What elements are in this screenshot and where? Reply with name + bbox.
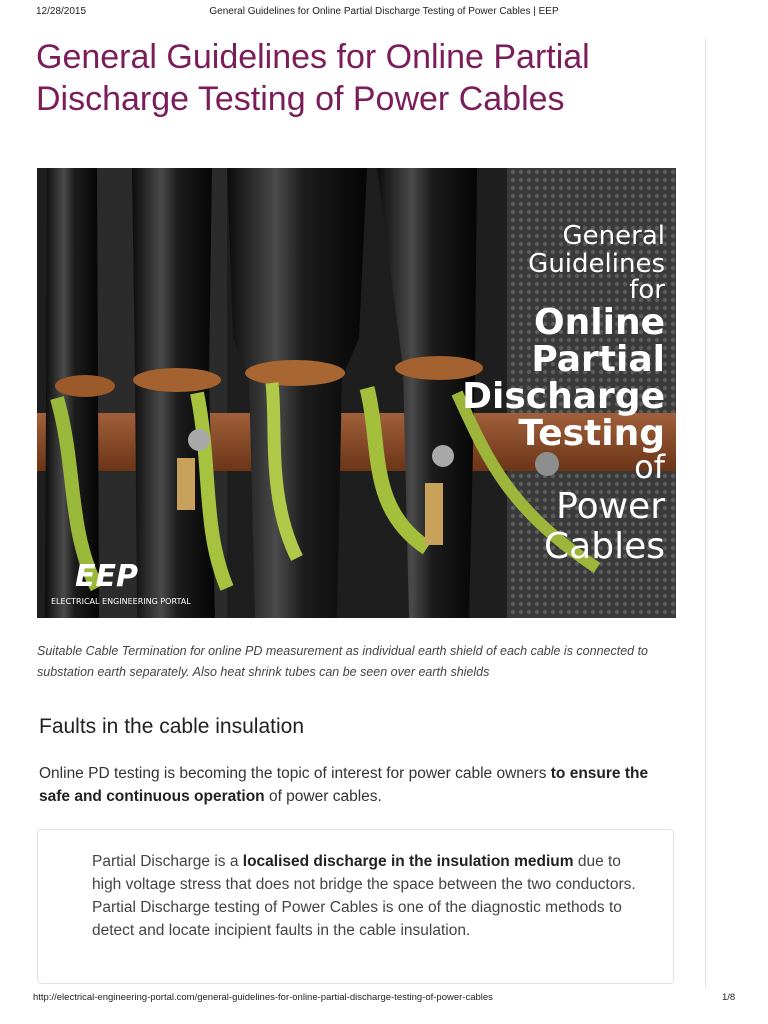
svg-text:Power: Power [556, 486, 665, 527]
svg-text:for: for [629, 275, 665, 305]
article-title: General Guidelines for Online Partial Discharge Testing of Power Cables [36, 38, 590, 118]
print-footer [0, 992, 768, 1006]
print-date: 12/28/2015 [36, 6, 87, 17]
section-heading: Faults in the cable insulation [39, 715, 304, 738]
svg-text:of: of [634, 448, 665, 486]
svg-text:EEP: EEP [75, 559, 138, 594]
svg-text:Cables: Cables [544, 526, 665, 567]
svg-text:Online: Online [534, 302, 665, 343]
hero-illustration [37, 168, 676, 618]
svg-text:Discharge: Discharge [462, 376, 665, 417]
definition-text: Partial Discharge is a localised discharge in the insulation medium due to high voltage stress that does not bridge the space between the two conductors. Partial Discharge testing of Power Cables is one of the diagnostic methods to detect and locate incipient faults in the cable insulation. [92, 853, 636, 939]
definition-blockquote [37, 829, 674, 984]
hero-image [37, 168, 676, 618]
footer-url: http://electrical-engineering-portal.com/general-guidelines-for-online-partial-discharge-testing-of-power-cables [33, 992, 493, 1003]
intro-paragraph: Online PD testing is becoming the topic of interest for power cable owners to ensure the safe and continuous operation of power cables. [39, 765, 649, 805]
page-indicator: 1/8 [722, 992, 736, 1003]
print-header [0, 4, 768, 20]
svg-text:General: General [562, 221, 665, 251]
sidebar-divider [705, 38, 706, 988]
svg-text:ELECTRICAL ENGINEERING PORTAL: ELECTRICAL ENGINEERING PORTAL [51, 597, 191, 606]
image-caption: Suitable Cable Termination for online PD measurement as individual earth shield of each cable is connected to substation earth separately. Also heat shrink tubes can be seen over earth shields [37, 644, 649, 679]
svg-text:Guidelines: Guidelines [528, 249, 665, 279]
svg-text:Partial: Partial [531, 339, 665, 380]
svg-text:Testing: Testing [518, 413, 665, 454]
print-page-title: General Guidelines for Online Partial Discharge Testing of Power Cables | EEP [209, 6, 559, 17]
